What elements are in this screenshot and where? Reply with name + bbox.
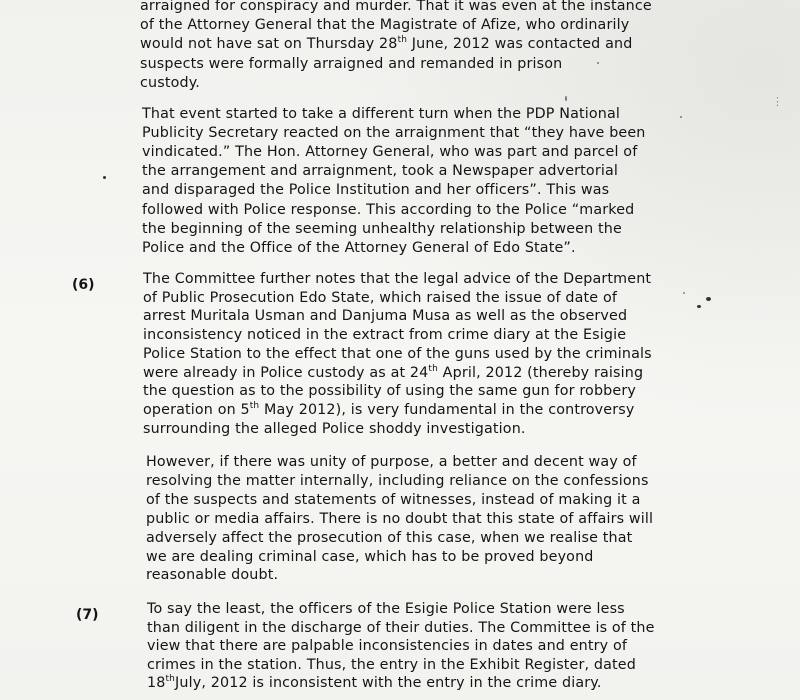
text-run: To say the least, the officers of the Esigie Police Station were less: [147, 601, 625, 617]
text-run: arrest Muritala Usman and Danjuma Musa as well as the observed: [143, 308, 628, 325]
text-line: [143, 364, 643, 382]
text-run: the beginning of the seeming unhealthy relationship between the: [142, 220, 622, 237]
scan-speck: [103, 176, 106, 179]
text-run: we are dealing criminal case, which has to be proved beyond: [146, 548, 594, 565]
ordinal-superscript: th: [397, 35, 408, 46]
text-run: adversely affect the prosecution of this case, when we realise that: [146, 529, 633, 546]
text-run: of the suspects and statements of witnesses, instead of making it a: [146, 491, 641, 508]
text-line: [143, 289, 617, 307]
text-run: inconsistency noticed in the extract from crime diary at the Esigie: [143, 327, 627, 344]
text-run: Publicity Secretary reacted on the arraignment that “they have been: [142, 125, 646, 142]
text-line: [142, 105, 620, 123]
text-run: resolving the matter internally, including reliance on the confessions: [146, 472, 649, 489]
text-run: view that there are palpable inconsistencies in dates and entry of: [147, 638, 628, 654]
text-line: [142, 143, 637, 161]
text-run: than diligent in the discharge of their duties. The Committee is of the: [147, 619, 655, 636]
text-line: [142, 124, 646, 142]
text-run: 18: [147, 675, 166, 691]
ordinal-superscript: th: [165, 674, 176, 685]
text-run: operation on 5: [143, 401, 250, 418]
text-run: the arrangement and arraignment, took a Newspaper advertorial: [142, 163, 619, 180]
text-line: [147, 637, 627, 655]
text-line: [140, 55, 562, 73]
text-line: [146, 510, 653, 528]
paragraph-number-6: (6): [72, 277, 95, 293]
text-line: [142, 201, 634, 219]
text-run: July, 2012 is inconsistent with the entry in the crime diary.: [175, 675, 602, 691]
text-run: arraigned for conspiracy and murder. That it was even at the instance: [140, 0, 652, 14]
text-line: [143, 326, 626, 344]
text-run: May 2012), is very fundamental in the controversy: [259, 401, 635, 418]
text-line: [147, 656, 636, 674]
text-run: were already in Police custody as at 24: [143, 364, 429, 381]
text-line: [146, 529, 632, 547]
text-line: [140, 74, 200, 92]
text-line: [146, 453, 637, 471]
ordinal-superscript: th: [249, 401, 260, 412]
scan-speck: [697, 305, 701, 308]
text-run: vindicated.” The Hon. Attorney General, who was part and parcel of: [142, 144, 638, 161]
text-line: [146, 472, 649, 490]
text-run: April, 2012 (thereby raising: [437, 364, 644, 381]
text-line: [143, 307, 627, 325]
text-line: [146, 566, 278, 584]
text-line: [140, 35, 632, 53]
text-line: [143, 420, 526, 438]
scan-speck: [597, 62, 599, 64]
text-run: of Public Prosecution Edo State, which raised the issue of date of: [143, 289, 618, 306]
paragraph-number-7: (7): [76, 607, 99, 623]
text-run: and disparaged the Police Institution and her officers”. This was: [142, 182, 610, 199]
scan-speck: [565, 96, 567, 101]
text-line: [142, 220, 622, 238]
scan-speck: [680, 116, 682, 118]
text-line: [147, 674, 602, 692]
text-run: followed with Police response. This according to the Police “marked: [142, 201, 635, 218]
scan-speck: [683, 292, 685, 294]
edge-staple-mark: ⋮: [772, 95, 783, 108]
text-run: would not have sat on Thursday 28: [140, 36, 398, 53]
text-run: Police and the Office of the Attorney General of Edo State”.: [142, 239, 576, 256]
scan-speck: [706, 297, 711, 301]
text-run: surrounding the alleged Police shoddy investigation.: [143, 420, 526, 437]
text-run: June, 2012 was contacted and: [407, 36, 633, 53]
text-run: custody.: [140, 74, 200, 91]
text-run: The Committee further notes that the legal advice of the Department: [143, 271, 652, 287]
text-run: That event started to take a different turn when the PDP National: [142, 106, 621, 122]
text-run: public or media affairs. There is no doubt that this state of affairs will: [146, 510, 654, 527]
text-line: [140, 0, 652, 15]
text-run: crimes in the station. Thus, the entry in the Exhibit Register, dated: [147, 656, 636, 673]
text-line: [143, 401, 634, 419]
text-run: of the Attorney General that the Magistrate of Afize, who ordinarily: [140, 17, 630, 34]
text-run: the question as to the possibility of using the same gun for robbery: [143, 383, 636, 400]
text-line: [143, 345, 652, 363]
text-line: [142, 239, 576, 257]
text-line: [142, 162, 618, 180]
text-run: reasonable doubt.: [146, 567, 279, 584]
text-line: [140, 16, 629, 34]
text-line: [143, 382, 636, 400]
text-line: [147, 619, 655, 637]
text-line: [143, 270, 651, 288]
text-line: [146, 491, 641, 509]
text-line: [146, 548, 594, 566]
text-run: Police Station to the effect that one of the guns used by the criminals: [143, 345, 652, 362]
text-run: However, if there was unity of purpose, a better and decent way of: [146, 454, 637, 470]
text-line: [142, 181, 609, 199]
text-run: suspects were formally arraigned and remanded in prison: [140, 55, 563, 72]
text-line: [147, 600, 625, 618]
ordinal-superscript: th: [428, 363, 438, 374]
